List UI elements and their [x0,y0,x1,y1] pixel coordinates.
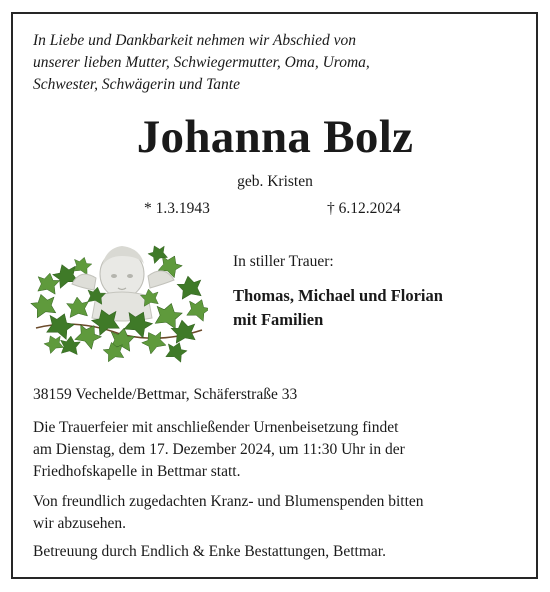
intro-line: In Liebe und Dankbarkeit nehmen wir Abschied von [33,32,356,49]
mourner-line: Thomas, Michael und Florian [233,286,443,305]
ivy-leaf [185,296,208,322]
flower-line: Von freundlich zugedachten Kranz- und Blumenspenden bitten [33,493,424,510]
intro-line: Schwester, Schwägerin und Tante [33,76,240,93]
mourner-line: mit Familien [233,310,324,329]
ceremony-line: Friedhofskapelle in Bettmar statt. [33,463,241,480]
undertaker-note: Betreuung durch Endlich & Enke Bestattungen, Bettmar. [33,543,386,560]
ivy-leaf [66,296,90,318]
ivy-leaf [153,300,184,329]
deceased-name: Johanna Bolz [136,111,414,163]
birth-date: * 1.3.1943 [144,200,210,217]
death-date: † 6.12.2024 [327,200,401,217]
maiden-name: geb. Kristen [237,173,313,190]
farewell-intro [33,30,453,96]
ceremony-line: Die Trauerfeier mit anschließender Urnenbeisetzung findet [33,419,399,436]
mourning-intro: In stiller Trauer: [233,253,334,270]
ceremony-line: am Dienstag, dem 17. Dezember 2024, um 11:30 Uhr in der [33,441,405,458]
ivy-leaf [71,255,93,275]
intro-line: unserer lieben Mutter, Schwiegermutter, Oma, Uroma, [33,54,370,71]
ivy-leaf [176,274,203,299]
family-address: 38159 Vechelde/Bettmar, Schäferstraße 33 [33,386,298,403]
ivy-leaf [30,291,58,318]
flower-line: wir abzusehen. [33,515,126,532]
ceremony-info [33,417,513,483]
cherub-ivy-illustration [30,236,208,366]
flower-request [33,491,513,535]
mourner-names [233,284,533,332]
